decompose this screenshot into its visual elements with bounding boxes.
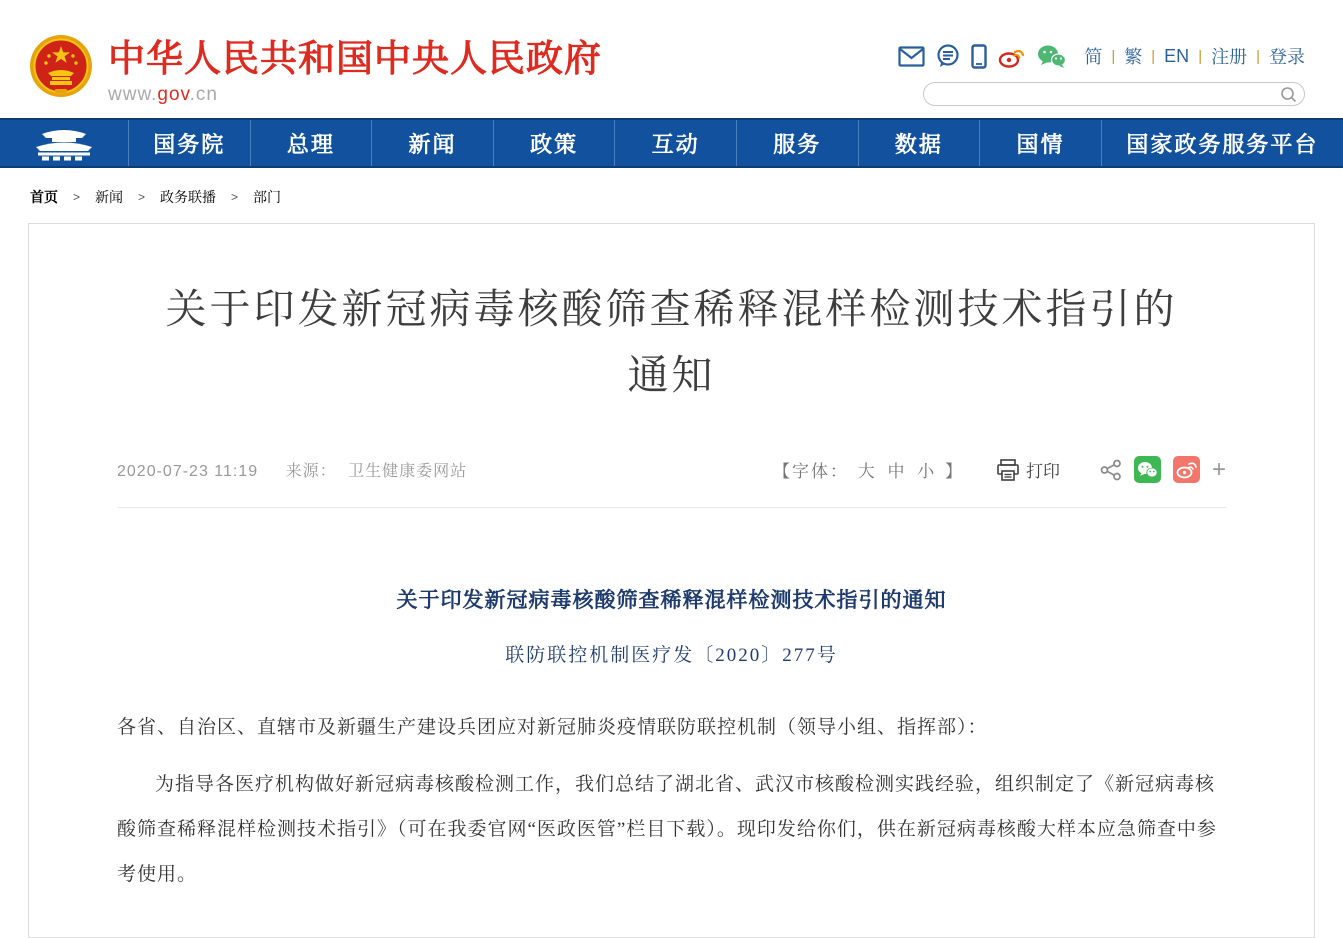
mobile-icon[interactable]: [971, 44, 987, 69]
nav-item-hudong[interactable]: 互动: [614, 120, 736, 166]
page-title-line1: 关于印发新冠病毒核酸筛查稀释混样检测技术指引的: [165, 286, 1178, 332]
breadcrumb: [0, 168, 1343, 223]
breadcrumb-separator: >: [73, 190, 81, 204]
breadcrumb-separator: >: [231, 190, 239, 204]
nav-item-zhengwu-platform[interactable]: 国家政务服务平台: [1101, 120, 1343, 166]
nav-item-zongli[interactable]: 总理: [250, 120, 372, 166]
wechat-share-icon[interactable]: [1134, 456, 1161, 483]
mail-icon[interactable]: [898, 46, 925, 67]
national-emblem-icon: [28, 33, 94, 101]
main-nav: [0, 118, 1343, 168]
article-card: [28, 223, 1315, 938]
document-heading: 关于印发新冠病毒核酸筛查稀释混样检测技术指引的通知: [396, 588, 947, 612]
site-header: [0, 0, 1343, 118]
font-size-medium[interactable]: 中: [887, 462, 907, 481]
nav-item-guoqing[interactable]: 国情: [979, 120, 1101, 166]
breadcrumb-zhengwu[interactable]: 政务联播: [160, 189, 217, 205]
link-separator: |: [1198, 47, 1203, 65]
lang-english[interactable]: EN: [1164, 45, 1190, 66]
font-size-small[interactable]: 小: [917, 462, 937, 481]
tiananmen-icon: [28, 125, 100, 161]
page-title-line2: 通知: [627, 352, 716, 398]
quick-links: [898, 42, 1305, 70]
document-number: 联防联控机制医疗发〔2020〕277号: [505, 645, 838, 666]
weibo-icon[interactable]: [998, 44, 1026, 68]
register-link[interactable]: 注册: [1211, 47, 1248, 67]
breadcrumb-news[interactable]: 新闻: [95, 189, 124, 205]
nav-item-xinwen[interactable]: 新闻: [371, 120, 493, 166]
comment-icon[interactable]: [936, 44, 960, 68]
lang-links: [1084, 43, 1305, 69]
site-title: 中华人民共和国中央人民政府: [108, 38, 602, 79]
plus-icon[interactable]: +: [1211, 455, 1226, 483]
breadcrumb-current: 部门: [253, 189, 282, 205]
source-label: 来源：: [285, 463, 337, 480]
print-label: 打印: [1025, 462, 1060, 481]
site-logo[interactable]: [28, 33, 602, 106]
meta-divider: [117, 507, 1226, 508]
breadcrumb-home[interactable]: 首页: [30, 189, 58, 205]
page-title: [117, 276, 1226, 408]
font-size-label-close: 】: [944, 462, 964, 481]
font-size-label-open: 【字体：: [773, 462, 850, 481]
nav-home-button[interactable]: [0, 120, 128, 166]
printer-icon: [996, 459, 1020, 481]
nav-item-zhengce[interactable]: 政策: [493, 120, 615, 166]
source-name: 卫生健康委网站: [348, 463, 468, 480]
breadcrumb-separator: >: [138, 190, 146, 204]
search-input[interactable]: [936, 84, 1276, 104]
lang-traditional[interactable]: 繁: [1124, 47, 1143, 67]
nav-item-shuju[interactable]: 数据: [858, 120, 980, 166]
paragraph: 为指导各医疗机构做好新冠病毒核酸检测工作，我们总结了湖北省、武汉市核酸检测实践经验，组织制定了《新冠病毒核酸筛查稀释混样检测技术指引》（可在我委官网“医政医管”栏目下载）。现印发给你们，供在新冠病毒核酸大样本应急筛查中参考使用。: [117, 774, 1217, 885]
search-box: [923, 82, 1305, 106]
search-icon[interactable]: [1279, 85, 1299, 105]
lang-simplified[interactable]: 简: [1084, 47, 1103, 67]
font-size-control: [773, 457, 964, 482]
publish-date: 2020-07-23 11:19: [117, 463, 259, 480]
login-link[interactable]: 登录: [1269, 47, 1305, 67]
link-separator: |: [1151, 47, 1156, 65]
link-separator: |: [1111, 47, 1116, 65]
article-meta: [117, 458, 467, 481]
share-group: [1100, 456, 1226, 483]
nav-item-fuwu[interactable]: 服务: [736, 120, 858, 166]
link-separator: |: [1256, 47, 1260, 65]
header-right: [898, 42, 1305, 106]
nav-item-guowuyuan[interactable]: 国务院: [128, 120, 250, 166]
share-nodes-icon[interactable]: [1100, 459, 1122, 481]
paragraph: 各省、自治区、直辖市及新疆生产建设兵团应对新冠肺炎疫情联防联控机制（领导小组、指挥部）：: [117, 717, 988, 738]
font-size-large[interactable]: 大: [857, 462, 877, 481]
print-button[interactable]: [996, 457, 1060, 482]
wechat-icon[interactable]: [1037, 44, 1067, 69]
site-title-block: [108, 33, 602, 106]
article-toolbar: [773, 456, 1226, 483]
weibo-share-icon[interactable]: [1173, 456, 1200, 483]
site-url: www.gov.cn: [108, 83, 218, 105]
article-meta-row: [117, 456, 1226, 483]
